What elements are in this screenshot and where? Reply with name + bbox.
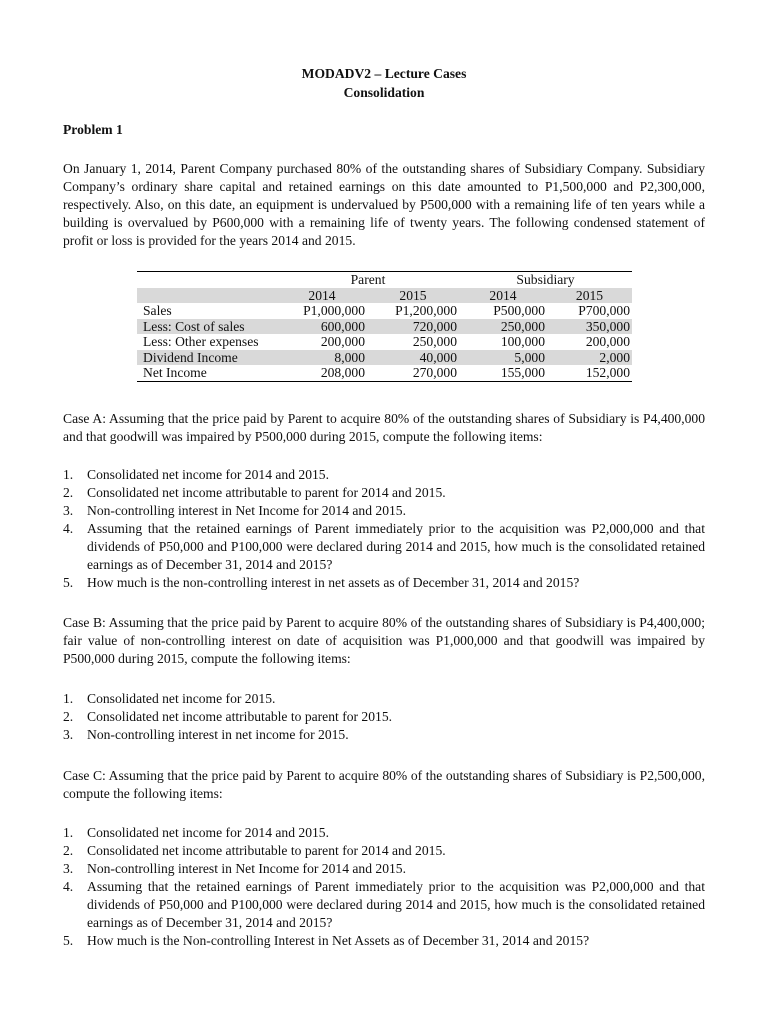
item-number: 1. xyxy=(63,691,74,706)
table-row xyxy=(137,303,632,319)
table-year-header xyxy=(137,288,632,304)
row-label: Net Income xyxy=(137,365,277,381)
table-corner-cell xyxy=(137,272,277,288)
value-cell: P1,000,000 xyxy=(303,303,365,318)
value-cell: 152,000 xyxy=(547,365,632,381)
item-text: Consolidated net income attributable to parent for 2015. xyxy=(87,709,393,724)
value-cell: 40,000 xyxy=(367,350,459,366)
item-text: Consolidated net income for 2014 and 2015. xyxy=(87,825,329,840)
value-cell: 600,000 xyxy=(277,319,367,335)
value-cell: P500,000 xyxy=(493,303,545,318)
list-item xyxy=(63,878,705,932)
list-item xyxy=(63,502,705,520)
value-cell: 250,000 xyxy=(412,334,457,349)
list-item xyxy=(63,520,705,574)
list-item xyxy=(63,842,705,860)
item-text: How much is the non-controlling interest in net assets as of December 31, 2014 and 2015? xyxy=(87,575,580,590)
item-text: Non-controlling interest in Net Income for 2014 and 2015. xyxy=(87,861,407,876)
list-item xyxy=(63,708,705,726)
item-number: 5. xyxy=(63,933,74,948)
value-cell: 720,000 xyxy=(367,319,459,335)
list-item xyxy=(63,860,705,878)
item-number: 1. xyxy=(63,825,74,840)
value-cell: 270,000 xyxy=(367,365,459,381)
table-row xyxy=(137,334,632,350)
table-row xyxy=(137,350,632,366)
item-text: Consolidated net income attributable to parent for 2014 and 2015. xyxy=(87,485,446,500)
value-cell: 250,000 xyxy=(459,319,547,335)
item-text: How much is the Non-controlling Interest in Net Assets as of December 31, 2014 and 2015? xyxy=(87,933,590,948)
document-subtitle: Consolidation xyxy=(343,85,425,100)
group-subsidiary: Subsidiary xyxy=(459,272,632,288)
item-number: 5. xyxy=(63,575,74,590)
value-cell: 208,000 xyxy=(277,365,367,381)
value-cell: 8,000 xyxy=(277,350,367,366)
item-number: 3. xyxy=(63,861,74,876)
group-parent: Parent xyxy=(277,272,459,288)
year-cell: 2014 xyxy=(277,288,367,304)
value-cell: P1,200,000 xyxy=(395,303,457,318)
value-cell: 155,000 xyxy=(459,365,547,381)
value-cell: 200,000 xyxy=(585,334,630,349)
problem-heading: Problem 1 xyxy=(63,122,123,137)
item-number: 2. xyxy=(63,485,74,500)
item-number: 4. xyxy=(63,879,74,894)
value-cell: 200,000 xyxy=(320,334,365,349)
list-item xyxy=(63,726,705,744)
list-item xyxy=(63,484,705,502)
list-item xyxy=(63,466,705,484)
item-text: Non-controlling interest in Net Income for 2014 and 2015. xyxy=(87,503,407,518)
item-text: Consolidated net income for 2014 and 2015. xyxy=(87,467,329,482)
table-row xyxy=(137,365,632,381)
intro-paragraph: On January 1, 2014, Parent Company purchased 80% of the outstanding shares of Subsidiary Company. Subsidiary Company’s ordinary share capital and retained earnings on this date amounted to P1,500,000 and P2,300,000, respectively. Also, on this date, an equipment is undervalued by P500,000 with a remaining life of ten years while a building is overvalued by P600,000 with a remaining life of twenty years. The following condensed statement of profit or loss is provided for the years 2014 and 2015. xyxy=(63,161,705,248)
item-number: 2. xyxy=(63,843,74,858)
value-cell: 350,000 xyxy=(547,319,632,335)
case-c-paragraph: Case C: Assuming that the price paid by Parent to acquire 80% of the outstanding shares of Subsidiary is P2,500,000, compute the following items: xyxy=(63,768,705,801)
profit-loss-table xyxy=(137,271,632,382)
item-text: Consolidated net income for 2015. xyxy=(87,691,276,706)
case-c-list xyxy=(63,824,705,950)
case-a-list xyxy=(63,466,705,592)
case-b-list xyxy=(63,690,705,744)
value-cell: P700,000 xyxy=(578,303,630,318)
year-cell: 2015 xyxy=(367,288,459,304)
row-label: Less: Cost of sales xyxy=(137,319,277,335)
item-number: 1. xyxy=(63,467,74,482)
case-b-paragraph: Case B: Assuming that the price paid by Parent to acquire 80% of the outstanding shares of Subsidiary is P4,400,000; fair value of non-controlling interest on date of acquisition was P1,000,000 and that goodwill was impaired by P500,000 during 2015, compute the following items: xyxy=(63,615,705,666)
item-number: 3. xyxy=(63,503,74,518)
table-group-header xyxy=(137,272,632,288)
item-text: Consolidated net income attributable to parent for 2014 and 2015. xyxy=(87,843,446,858)
row-label: Less: Other expenses xyxy=(143,334,259,349)
table-row xyxy=(137,319,632,335)
value-cell: 100,000 xyxy=(500,334,545,349)
item-number: 2. xyxy=(63,709,74,724)
year-cell: 2015 xyxy=(547,288,632,304)
list-item xyxy=(63,690,705,708)
year-cell: 2014 xyxy=(459,288,547,304)
list-item xyxy=(63,932,705,950)
case-a-paragraph: Case A: Assuming that the price paid by Parent to acquire 80% of the outstanding shares of Subsidiary is P4,400,000 and that goodwill was impaired by P500,000 during 2015, compute the following items: xyxy=(63,411,705,444)
row-label: Dividend Income xyxy=(137,350,277,366)
item-number: 4. xyxy=(63,521,74,536)
item-number: 3. xyxy=(63,727,74,742)
item-text: Assuming that the retained earnings of Parent immediately prior to the acquisition was P2,000,000 and that dividends of P50,000 and P100,000 were declared during 2014 and 2015, how much is the consolidated retained earnings as of December 31, 2014 and 2015? xyxy=(87,879,705,930)
document-title: MODADV2 – Lecture Cases xyxy=(301,66,467,81)
table-year-label-cell xyxy=(137,288,277,304)
value-cell: 5,000 xyxy=(459,350,547,366)
row-label: Sales xyxy=(143,303,172,318)
list-item xyxy=(63,824,705,842)
item-text: Assuming that the retained earnings of Parent immediately prior to the acquisition was P2,000,000 and that dividends of P50,000 and P100,000 were declared during 2014 and 2015, how much is the consolidated retained earnings as of December 31, 2014 and 2015? xyxy=(87,521,705,572)
item-text: Non-controlling interest in net income for 2015. xyxy=(87,727,349,742)
value-cell: 2,000 xyxy=(547,350,632,366)
list-item xyxy=(63,574,705,592)
